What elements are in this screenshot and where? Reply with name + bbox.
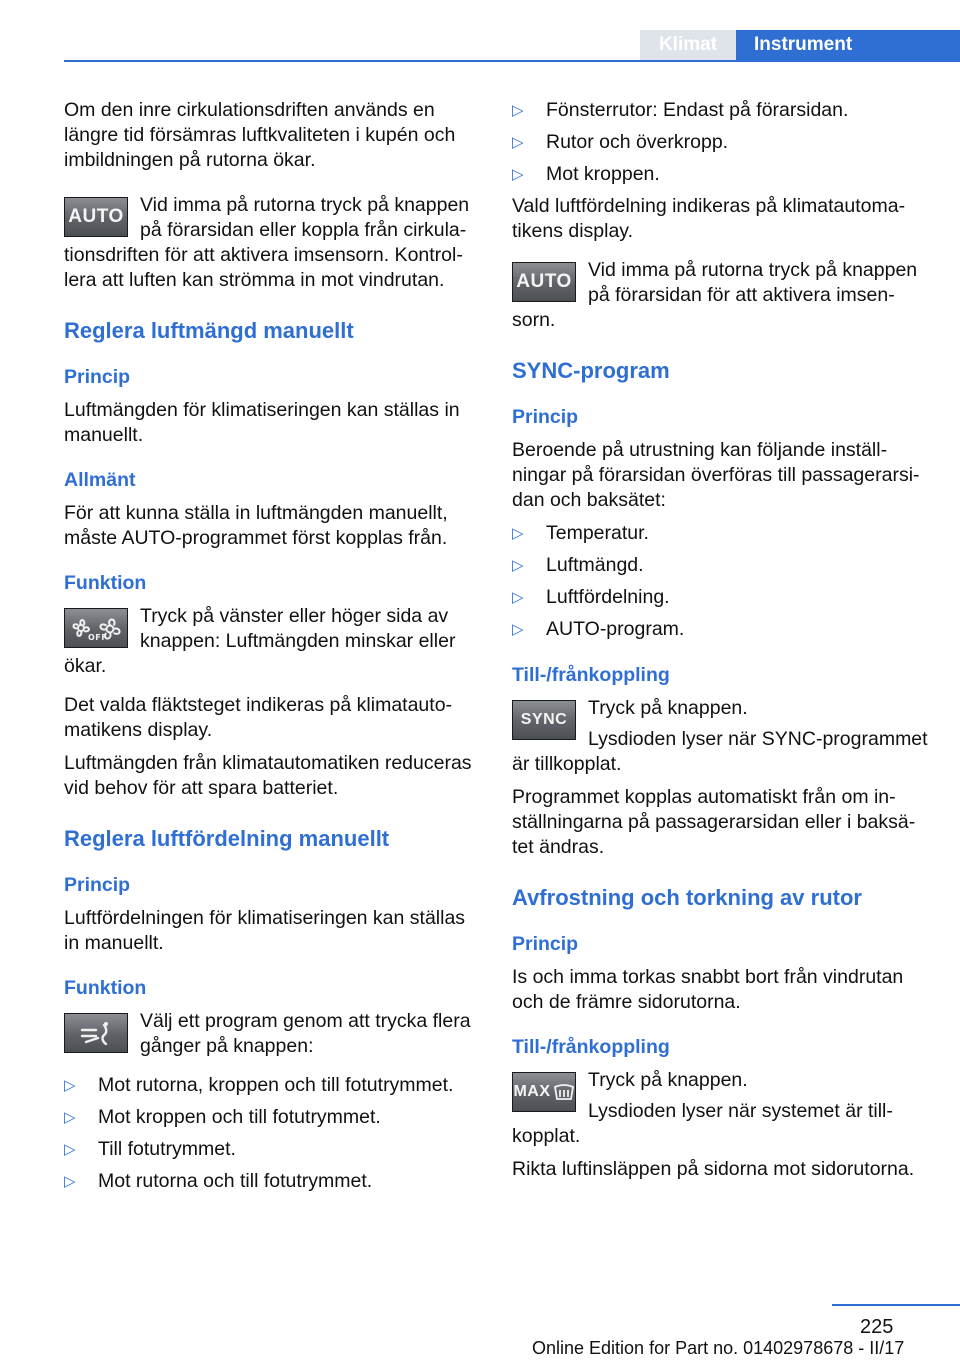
lysdiod-2-text: Lysdioden lyser när systemet är tillkopplat. <box>512 1100 893 1147</box>
list-item: ▷ Luftmängd. <box>512 554 644 576</box>
heading-till-fran-2: Till-/frånkoppling <box>512 1036 670 1058</box>
allmant-text: För att kunna ställa in luftmängden manuellt, måste AUTO-programmet först kopplas från. <box>64 502 448 549</box>
distribution-list-cont <box>512 98 928 187</box>
princip-1-text: Luftmängden för klimatiseringen kan ställas in manuellt. <box>64 399 460 446</box>
distribution-list <box>64 1073 480 1194</box>
edition-note: Online Edition for Part no. 01402978678 - II/17 <box>532 1338 905 1358</box>
auto-off-text: Programmet kopplas automatiskt från om inställningarna på passagerarsidan eller i baksätet ändras. <box>512 786 916 858</box>
list-item: ▷ AUTO-program. <box>512 618 685 640</box>
tab-instrument: Instrument <box>736 30 960 60</box>
lysdiod-1-text: Lysdioden lyser när SYNC-programmet är tillkopplat. <box>512 728 928 775</box>
air-distribution-icon <box>76 1021 116 1047</box>
list-item: ▷ Till fotutrymmet. <box>64 1138 236 1160</box>
flakt-text: Det valda fläktsteget indikeras på klimatautomatikens display. <box>64 694 453 741</box>
fan-button-icon <box>64 608 128 648</box>
bullet-triangle-icon: ▷ <box>64 1109 76 1126</box>
bullet-triangle-icon: ▷ <box>64 1141 76 1158</box>
footer-rule <box>832 1304 960 1306</box>
auto-text: Vid imma på rutorna tryck på knappen på förarsidan eller koppla från cirkulationsdriften för att aktivera imsensorn. Kontrollera att luften kan strömma in mot vindrutan. <box>64 194 470 291</box>
intro-text: Om den inre cirkulationsdriften används en längre tid försämras luftkvaliteten i kupén och imbildningen på rutorna ökar. <box>64 99 456 171</box>
heading-funktion-1: Funktion <box>64 572 147 594</box>
bullet-triangle-icon: ▷ <box>512 166 524 183</box>
list-item: ▷ Luftfördelning. <box>512 586 670 608</box>
heading-princip-4: Princip <box>512 933 579 955</box>
right-column <box>512 98 928 1182</box>
auto-button-icon: AUTO <box>64 197 128 237</box>
heading-sync: SYNC-program <box>512 358 670 383</box>
auto-text-2: Vid imma på rutorna tryck på knappen på förarsidan för att aktivera imsensorn. <box>512 259 918 331</box>
rikta-text: Rikta luftinsläppen på sidorna mot sidorutorna. <box>512 1158 915 1180</box>
bullet-triangle-icon: ▷ <box>512 102 524 119</box>
fan-off-label: OFF <box>88 633 108 642</box>
sync-button-icon: SYNC <box>512 700 576 740</box>
list-item: ▷ Mot rutorna och till fotutrymmet. <box>64 1170 373 1192</box>
heading-princip-3: Princip <box>512 406 579 428</box>
heading-luftmangd: Reglera luftmängd manuellt <box>64 318 354 343</box>
tryck-2-text: Tryck på knappen. <box>588 1069 748 1091</box>
princip-3-text: Beroende på utrustning kan följande inställningar på förarsidan överföras till passagerarsidan och baksätet: <box>512 439 920 511</box>
fan-icon <box>68 616 124 642</box>
list-item: ▷ Rutor och överkropp. <box>512 131 729 153</box>
bullet-triangle-icon: ▷ <box>512 525 524 542</box>
funktion-2-text: Välj ett program genom att trycka flera gånger på knappen: <box>140 1010 471 1057</box>
left-column <box>64 98 480 1201</box>
list-item: ▷ Mot kroppen och till fotutrymmet. <box>64 1106 381 1128</box>
bullet-triangle-icon: ▷ <box>512 589 524 606</box>
max-defrost-button-icon: MAX <box>512 1072 576 1112</box>
bullet-triangle-icon: ▷ <box>512 557 524 574</box>
heading-princip-2: Princip <box>64 874 131 896</box>
defrost-icon <box>553 1083 575 1101</box>
heading-till-fran-1: Till-/frånkoppling <box>512 664 670 686</box>
princip-2-text: Luftfördelningen för klimatiseringen kan ställas in manuellt. <box>64 907 466 954</box>
list-item: ▷ Mot rutorna, kroppen och till fotutrymmet. <box>64 1074 454 1096</box>
vald-text: Vald luftfördelning indikeras på klimatautomatikens display. <box>512 195 906 242</box>
air-distribution-button-icon <box>64 1013 128 1053</box>
bullet-triangle-icon: ▷ <box>512 621 524 638</box>
heading-luftfordelning: Reglera luftfördelning manuellt <box>64 826 390 851</box>
heading-allmant: Allmänt <box>64 469 136 491</box>
bullet-triangle-icon: ▷ <box>64 1077 76 1094</box>
bullet-triangle-icon: ▷ <box>512 134 524 151</box>
heading-princip-1: Princip <box>64 366 131 388</box>
funktion-1-text: Tryck på vänster eller höger sida av knappen: Luftmängden minskar eller ökar. <box>64 605 456 677</box>
heading-funktion-2: Funktion <box>64 977 147 999</box>
list-item: ▷ Temperatur. <box>512 522 649 544</box>
princip-4-text: Is och imma torkas snabbt bort från vindrutan och de främre sidorutorna. <box>512 966 904 1013</box>
tab-klimat: Klimat <box>640 30 736 60</box>
list-item: ▷ Mot kroppen. <box>512 163 660 185</box>
list-item: ▷ Fönsterrutor: Endast på förarsidan. <box>512 99 849 121</box>
batteri-text: Luftmängden från klimatautomatiken reduceras vid behov för att spara batteriet. <box>64 752 472 799</box>
auto-button-icon-2: AUTO <box>512 262 576 302</box>
heading-avfrostning: Avfrostning och torkning av rutor <box>512 885 862 910</box>
sync-list <box>512 521 928 642</box>
page-number: 225 <box>860 1316 894 1338</box>
tryck-1-text: Tryck på knappen. <box>588 697 748 719</box>
header-rule <box>64 60 960 62</box>
bullet-triangle-icon: ▷ <box>64 1173 76 1190</box>
